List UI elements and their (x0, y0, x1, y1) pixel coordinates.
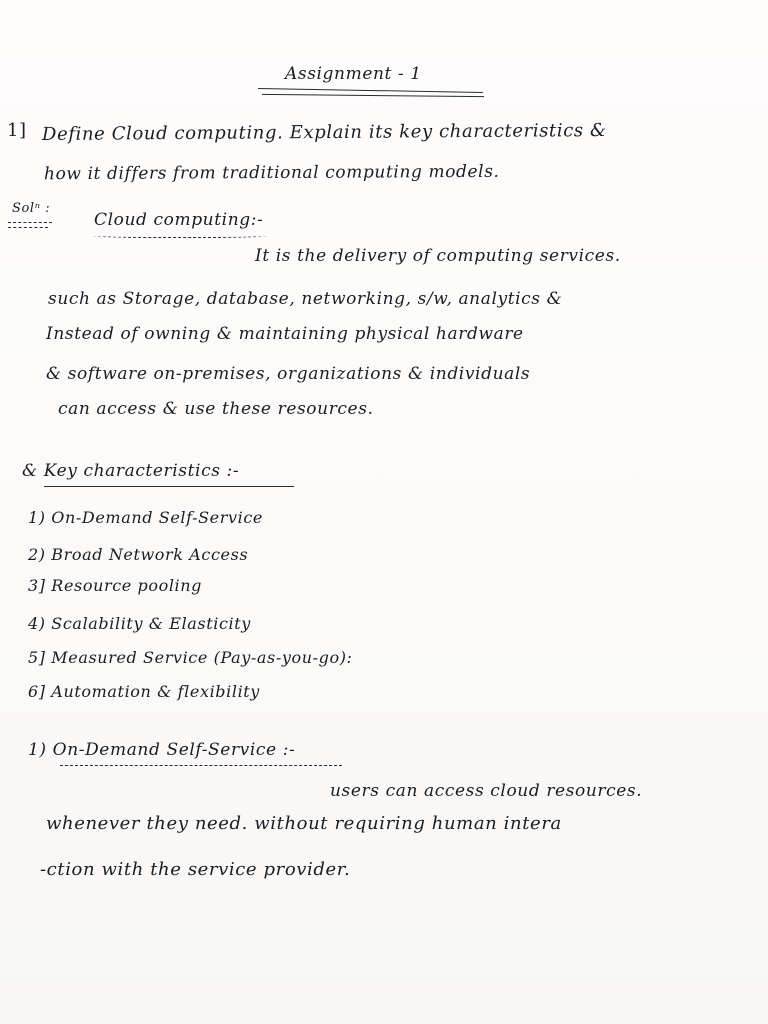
question-line-2: how it differs from traditional computing models. (43, 161, 500, 185)
description-line-2: whenever they need. without requiring human intera (46, 813, 562, 834)
section-heading-underline (94, 233, 266, 238)
sub-heading-underline (60, 765, 342, 766)
description-line-1: users can access cloud resources. (330, 781, 643, 801)
solution-underline (8, 222, 52, 223)
sub-heading: 1) On-Demand Self-Service :- (28, 740, 296, 760)
question-number: 1] (7, 120, 27, 141)
list-item: 3] Resource pooling (28, 576, 203, 595)
paragraph-line-2: such as Storage, database, networking, s/w, analytics & (48, 289, 563, 309)
question-line-1: Define Cloud computing. Explain its key characteristics & (41, 120, 607, 145)
list-item: 2) Broad Network Access (28, 545, 249, 564)
list-item: 1) On-Demand Self-Service (28, 508, 263, 527)
key-characteristics-heading: & Key characteristics :- (22, 461, 240, 481)
title-underline (258, 88, 483, 93)
description-line-3: -ction with the service provider. (40, 859, 351, 880)
paragraph-line-5: can access & use these resources. (58, 399, 374, 419)
title-underline-second (262, 94, 484, 97)
solution-underline-second (8, 227, 48, 228)
solution-label: Solⁿ : (12, 201, 51, 216)
list-item: 6] Automation & flexibility (28, 682, 260, 701)
paragraph-line-1: It is the delivery of computing services. (255, 246, 621, 266)
paragraph-line-3: Instead of owning & maintaining physical hardware (46, 324, 524, 344)
list-item: 5] Measured Service (Pay-as-you-go): (28, 648, 353, 667)
key-characteristics-underline (44, 486, 294, 487)
section-heading: Cloud computing:- (94, 210, 264, 230)
list-item: 4) Scalability & Elasticity (28, 614, 251, 633)
paragraph-line-4: & software on-premises, organizations & individuals (46, 364, 531, 384)
page-title: Assignment - 1 (285, 64, 422, 84)
